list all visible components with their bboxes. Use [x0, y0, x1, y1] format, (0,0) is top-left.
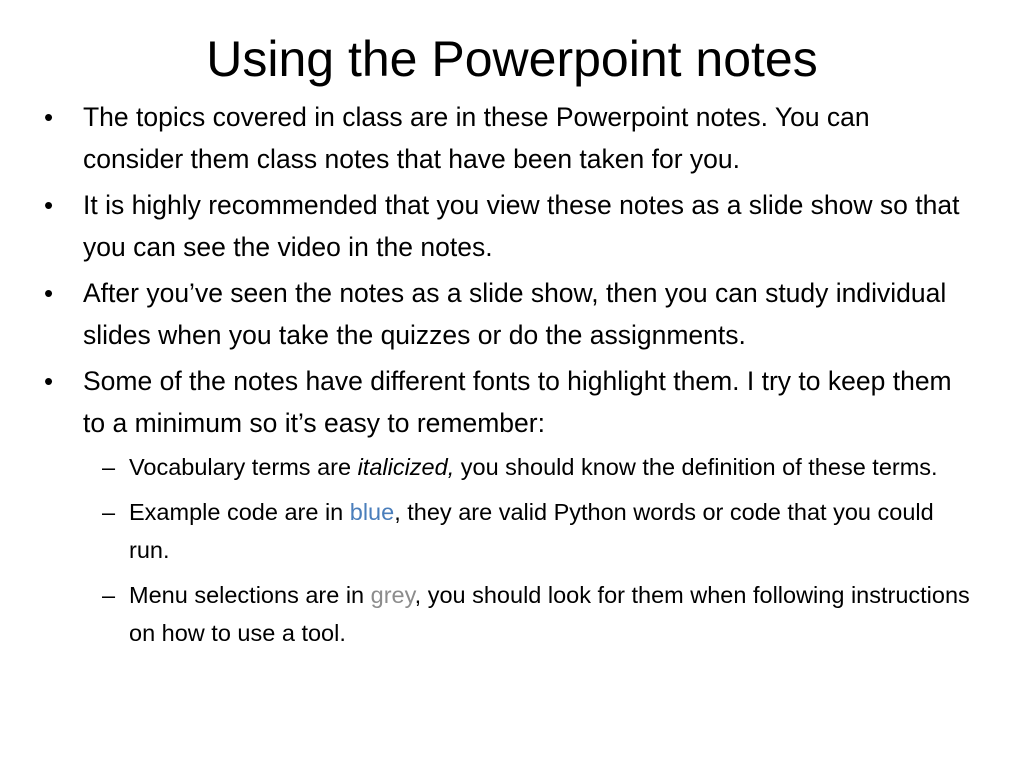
sub-text-before: Vocabulary terms are [129, 454, 358, 480]
bullet-item [44, 272, 974, 356]
sub-bullet-text [129, 576, 974, 652]
bullet-marker: • [44, 278, 54, 308]
bullet-item [44, 360, 974, 444]
sub-bullet-menu [102, 576, 974, 652]
sub-bullet-text [129, 493, 974, 569]
bullet-item [44, 96, 974, 180]
sub-bullet-text [129, 448, 974, 486]
sub-bullet-code [102, 493, 974, 569]
bullet-item [44, 184, 974, 268]
italic-highlight: italicized, [357, 454, 455, 480]
bullet-text: The topics covered in class are in these Powerpoint notes. You can consider them class notes that have been taken for you. [83, 102, 870, 174]
grey-highlight: grey [370, 582, 415, 608]
bullet-text: After you’ve seen the notes as a slide show, then you can study individual slides when you take the quizzes or do the assignments. [83, 278, 947, 350]
slide-content [44, 96, 974, 659]
bullet-text: Some of the notes have different fonts to highlight them. I try to keep them to a minimum so it’s easy to remember: [83, 366, 952, 438]
bullet-text: It is highly recommended that you view these notes as a slide show so that you can see the video in the notes. [83, 190, 960, 262]
sub-bullet-marker: – [102, 499, 116, 525]
sub-bullet-vocabulary [102, 448, 974, 486]
sub-text-after: , you should look for them when following instructions on how to use a tool. [129, 582, 970, 646]
sub-text-before: Example code are in [129, 499, 350, 525]
slide-title: Using the Powerpoint notes [206, 31, 818, 87]
blue-highlight: blue [349, 499, 395, 525]
bullet-marker: • [44, 366, 54, 396]
sub-bullet-marker: – [102, 582, 116, 608]
bullet-marker: • [44, 102, 54, 132]
sub-bullet-list [102, 448, 974, 652]
sub-text-after: you should know the definition of these terms. [454, 454, 938, 480]
bullet-marker: • [44, 190, 54, 220]
sub-text-after: , they are valid Python words or code that you could run. [129, 499, 934, 563]
sub-bullet-marker: – [102, 454, 116, 480]
sub-text-before: Menu selections are in [129, 582, 371, 608]
